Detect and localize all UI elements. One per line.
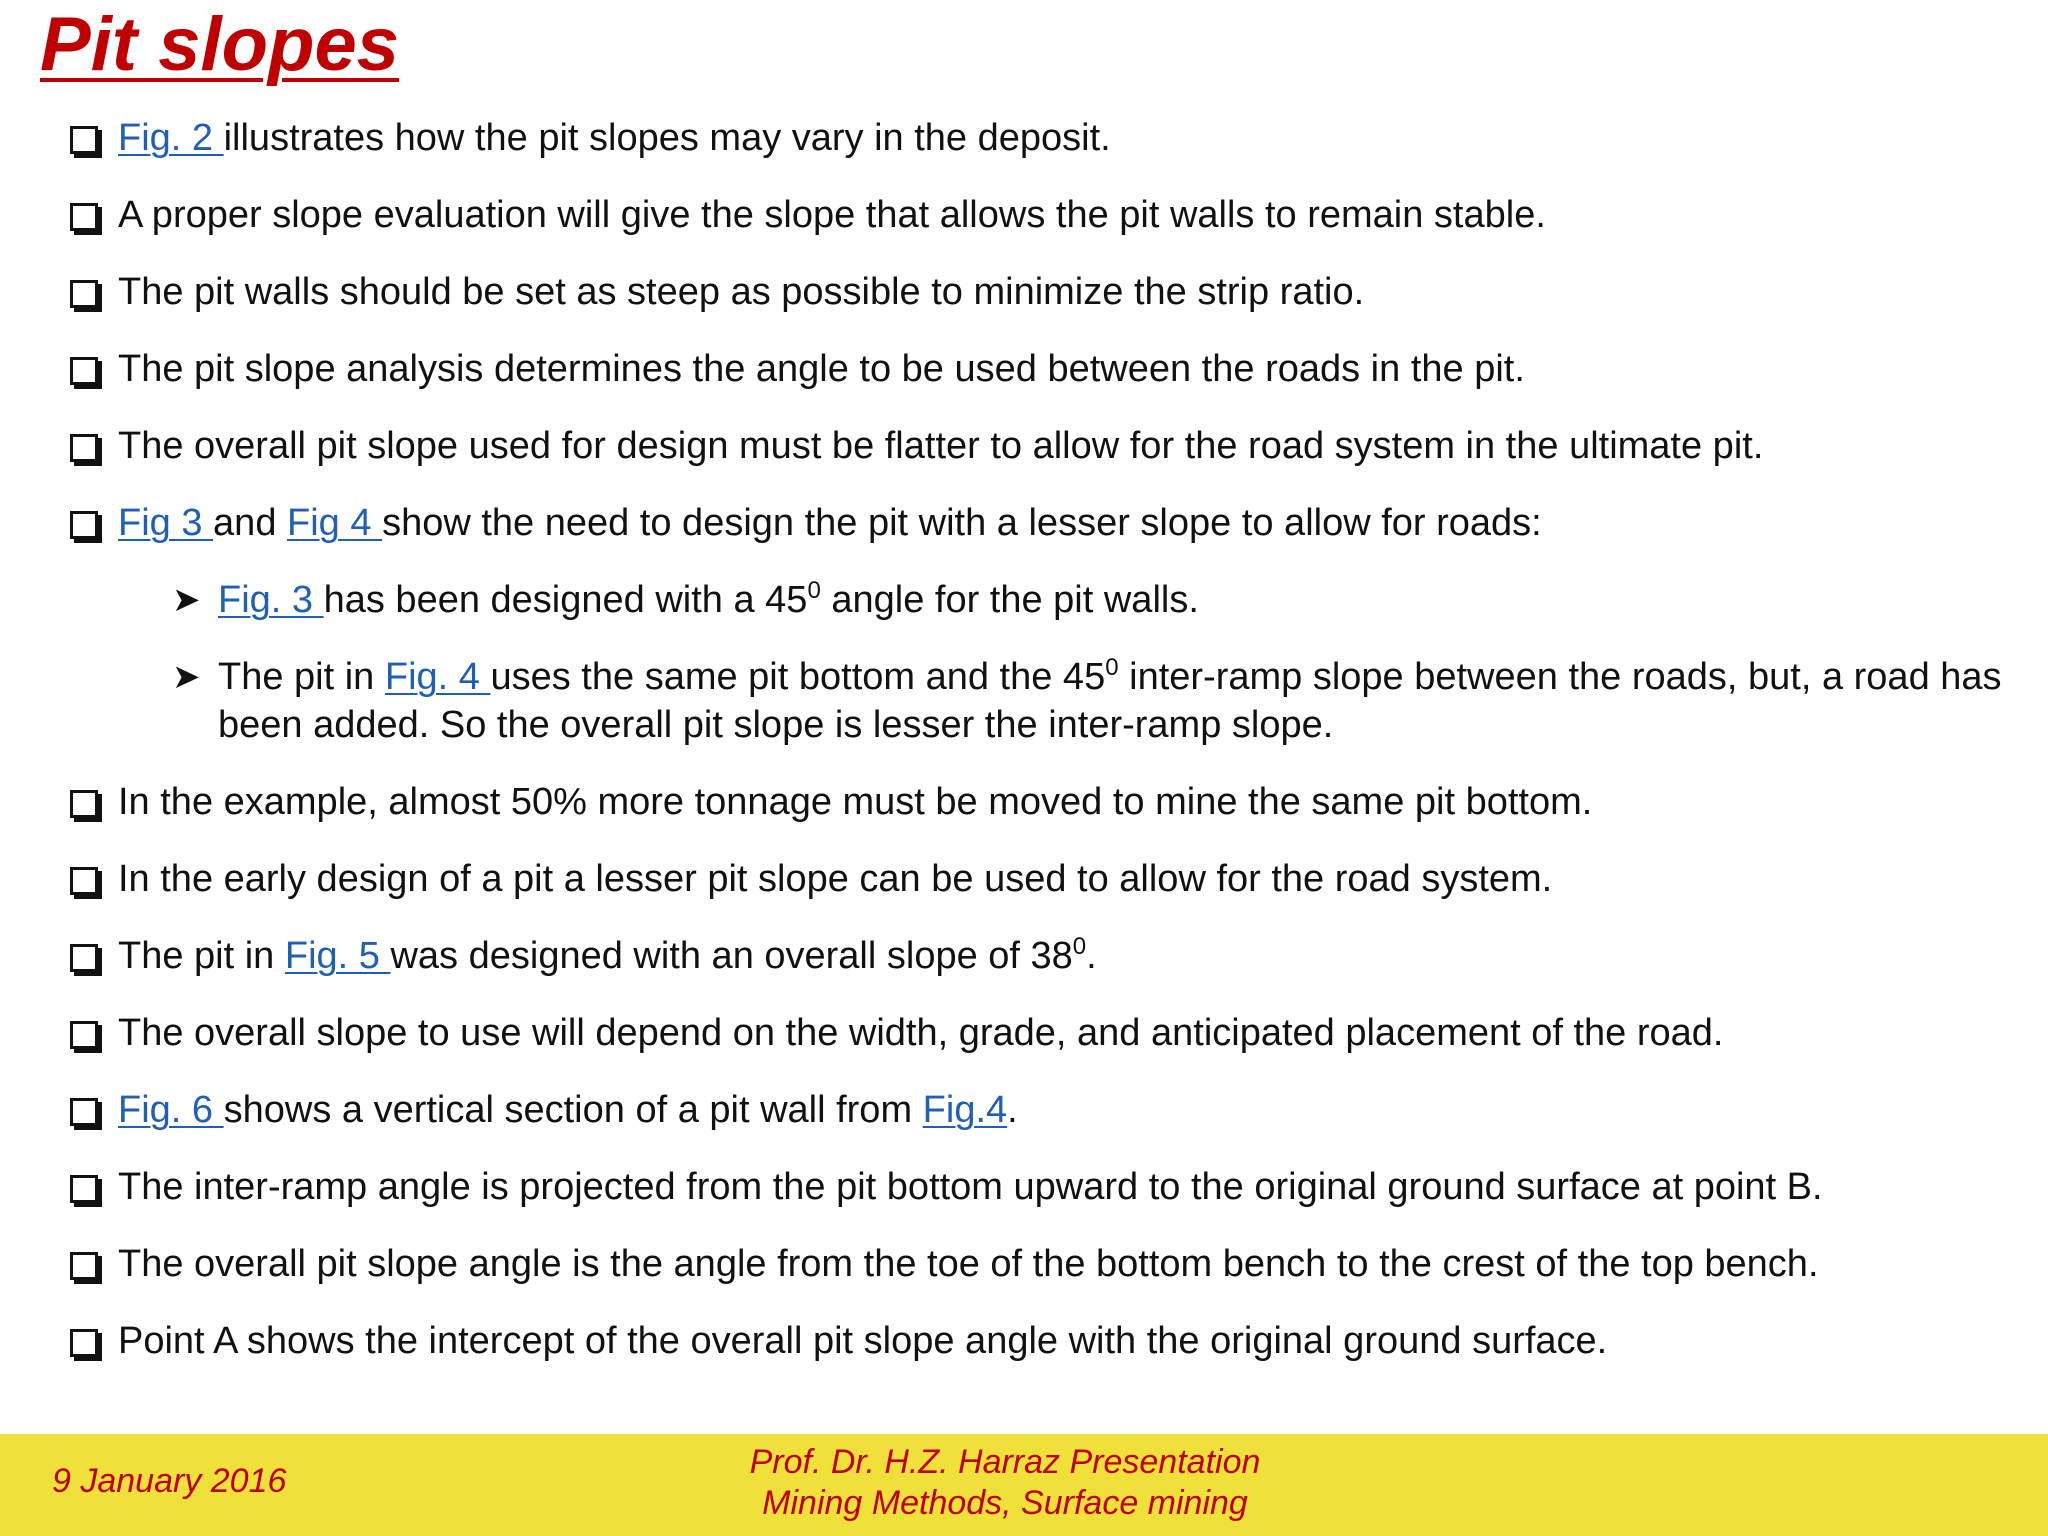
bullet-text: show the need to design the pit with a lesser slope to allow for roads:	[382, 502, 1542, 544]
checkbox-square-icon	[70, 357, 98, 385]
checkbox-square-icon	[70, 944, 98, 972]
bullet-text: A proper slope evaluation will give the slope that allows the pit walls to remain stable.	[118, 194, 1546, 236]
checkbox-square-icon	[70, 1021, 98, 1049]
bullet-text: uses the same pit bottom and the 45	[490, 656, 1106, 698]
arrowhead-icon: ➤	[172, 658, 201, 696]
bullet-text: angle for the pit walls.	[820, 579, 1199, 621]
degree-superscript: 0	[1072, 933, 1087, 960]
bullet-text: was designed with an overall slope of 38	[390, 935, 1073, 977]
bullet-text: The pit walls should be set as steep as possible to minimize the strip ratio.	[118, 271, 1365, 313]
bullet-item	[66, 422, 2041, 470]
checkbox-square-icon	[70, 1098, 98, 1126]
checkbox-square-icon	[70, 1252, 98, 1280]
degree-superscript: 0	[807, 577, 821, 604]
bullet-text: The overall pit slope angle is the angle from the toe of the bottom bench to the crest of the top bench.	[118, 1243, 1819, 1285]
bullet-text: The pit slope analysis determines the angle to be used between the roads in the pit.	[118, 348, 1525, 390]
bullet-item	[66, 1009, 2041, 1057]
bullet-text: inter-ramp slope between the roads, but, a road has been added. So the overall pit slope is lesser the inter-ramp slope.	[218, 656, 2002, 746]
checkbox-square-icon	[70, 867, 98, 895]
bullet-text: has been designed with a 45	[323, 579, 808, 621]
footer-date: 9 January 2016	[52, 1462, 287, 1500]
bullet-item	[66, 1317, 2041, 1365]
fig4-link[interactable]: Fig.4	[922, 1089, 1008, 1131]
bullet-item	[66, 855, 2041, 903]
fig3-link[interactable]: Fig 3	[118, 502, 214, 544]
bullet-text: shows a vertical section of a pit wall from	[223, 1089, 923, 1131]
bullet-item	[66, 932, 2041, 980]
fig3-link[interactable]: Fig. 3	[218, 579, 324, 621]
bullet-item	[66, 1240, 2041, 1288]
checkbox-square-icon	[70, 203, 98, 231]
checkbox-square-icon	[70, 1329, 98, 1357]
checkbox-square-icon	[70, 126, 98, 154]
bullet-text: The overall pit slope used for design must be flatter to allow for the road system in the ultimate pit.	[118, 425, 1764, 467]
bullet-list	[66, 114, 2041, 1394]
bullet-text: and	[213, 502, 288, 544]
footer-bar	[0, 1434, 2048, 1536]
checkbox-square-icon	[70, 511, 98, 539]
bullet-text: In the example, almost 50% more tonnage must be moved to mine the same pit bottom.	[118, 781, 1593, 823]
footer-presenter: Prof. Dr. H.Z. Harraz Presentation	[749, 1443, 1261, 1481]
checkbox-square-icon	[70, 1175, 98, 1203]
bullet-item	[66, 1086, 2041, 1134]
bullet-text: Point A shows the intercept of the overall pit slope angle with the original ground surface.	[118, 1320, 1608, 1362]
bullet-item	[66, 268, 2041, 316]
bullet-item	[66, 778, 2041, 826]
bullet-text: .	[1007, 1089, 1018, 1131]
bullet-item	[66, 114, 2041, 162]
bullet-text: The pit in	[118, 935, 285, 977]
sub-bullet-item	[170, 576, 2041, 624]
bullet-item	[66, 499, 2041, 547]
bullet-item	[66, 345, 2041, 393]
bullet-text: illustrates how the pit slopes may vary in the deposit.	[223, 117, 1111, 159]
arrowhead-icon: ➤	[172, 581, 201, 619]
bullet-item	[66, 1163, 2041, 1211]
checkbox-square-icon	[70, 434, 98, 462]
bullet-text: The pit in	[218, 656, 385, 698]
sub-bullet-item	[170, 653, 2041, 749]
fig6-link[interactable]: Fig. 6	[118, 1089, 224, 1131]
bullet-text: The overall slope to use will depend on the width, grade, and anticipated placement of the road.	[118, 1012, 1724, 1054]
checkbox-square-icon	[70, 280, 98, 308]
degree-superscript: 0	[1105, 654, 1119, 681]
checkbox-square-icon	[70, 790, 98, 818]
bullet-text: .	[1086, 935, 1097, 977]
bullet-text: The inter-ramp angle is projected from the pit bottom upward to the original ground surface at point B.	[118, 1166, 1823, 1208]
fig5-link[interactable]: Fig. 5	[284, 935, 391, 977]
bullet-text: In the early design of a pit a lesser pit slope can be used to allow for the road system.	[118, 858, 1553, 900]
footer-course: Mining Methods, Surface mining	[762, 1484, 1248, 1522]
fig4-link[interactable]: Fig. 4	[384, 656, 491, 698]
slide-title: Pit slopes	[40, 2, 399, 87]
bullet-item	[66, 191, 2041, 239]
fig4-link[interactable]: Fig 4	[287, 502, 383, 544]
footer-credits	[610, 1442, 1400, 1524]
fig2-link[interactable]: Fig. 2	[118, 117, 224, 159]
